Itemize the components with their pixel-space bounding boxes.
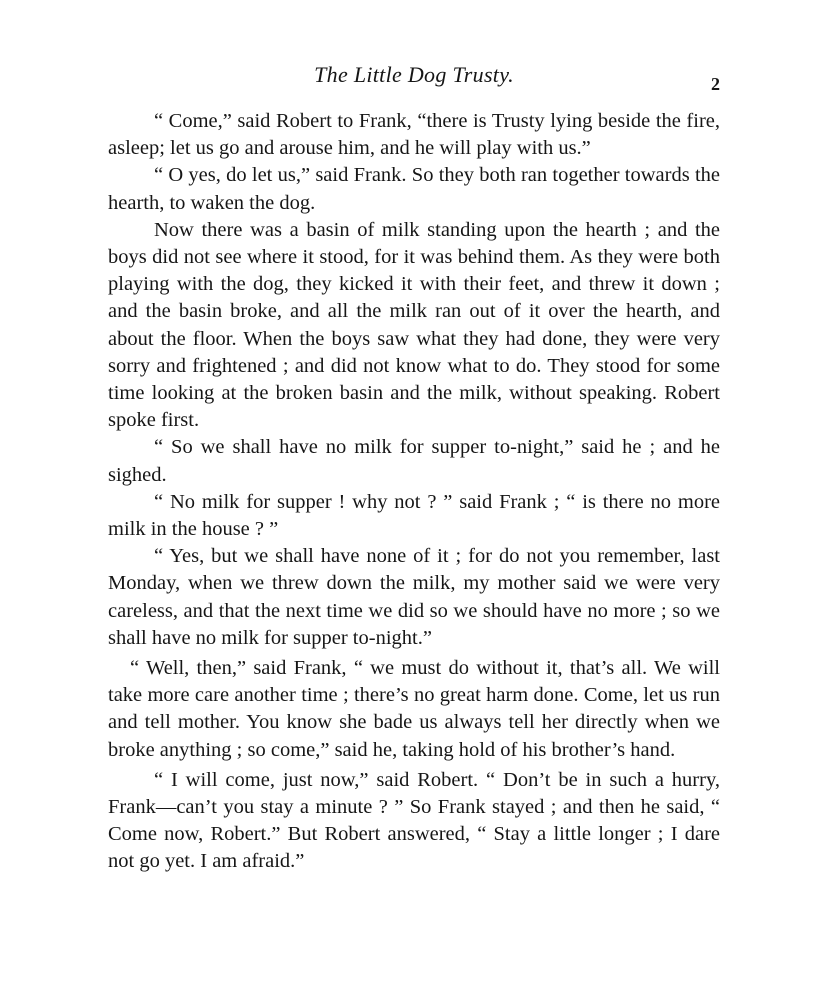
- page-header: [108, 62, 720, 96]
- paragraph: “ Come,” said Robert to Frank, “there is Trusty lying beside the fire, asleep; let us go and arouse him, and he will play with us.”: [108, 110, 720, 160]
- paragraph: “ Well, then,” said Frank, “ we must do without it, that’s all. We will take more care another time ; there’s no great harm done. Come, let us run and tell mother. You know she bade us always tell her directly when we broke anything ; so come,” said he, taking hold of his brother’s hand.: [108, 657, 720, 761]
- paragraph: “ Yes, but we shall have none of it ; for do not you remember, last Monday, when we threw down the milk, my mother said we were very careless, and that the next time we did so we should have no more ; so we shall have no milk for supper to-night.”: [108, 545, 720, 649]
- paragraph: “ No milk for supper ! why not ? ” said Frank ; “ is there no more milk in the house ? ”: [108, 490, 720, 541]
- running-title: The Little Dog Trusty.: [314, 62, 514, 87]
- body-text: [108, 108, 720, 876]
- paragraph: “ O yes, do let us,” said Frank. So they both ran together towards the hearth, to waken the dog.: [108, 164, 720, 214]
- page-number: 2: [711, 74, 720, 94]
- paragraph: Now there was a basin of milk standing upon the hearth ; and the boys did not see where it stood, for it was behind them. As they were both playing with the dog, they kicked it with their feet, and threw it down ; and the basin broke, and all the milk ran out of it over the hearth, and about the floor. When the boys saw what they had done, they were very sorry and frightened ; and did not know what to do. They stood for some time looking at the broken basin and the milk, without speaking. Robert spoke first.: [108, 218, 720, 432]
- paragraph: “ I will come, just now,” said Robert. “ Don’t be in such a hurry, Frank—can’t you stay a minute ? ” So Frank stayed ; and then he said, “ Come now, Robert.” But Robert answered, “ Stay a little longer ; I dare not go yet. I am afraid.”: [108, 768, 720, 873]
- paragraph: “ So we shall have no milk for supper to-night,” said he ; and he sighed.: [108, 436, 720, 486]
